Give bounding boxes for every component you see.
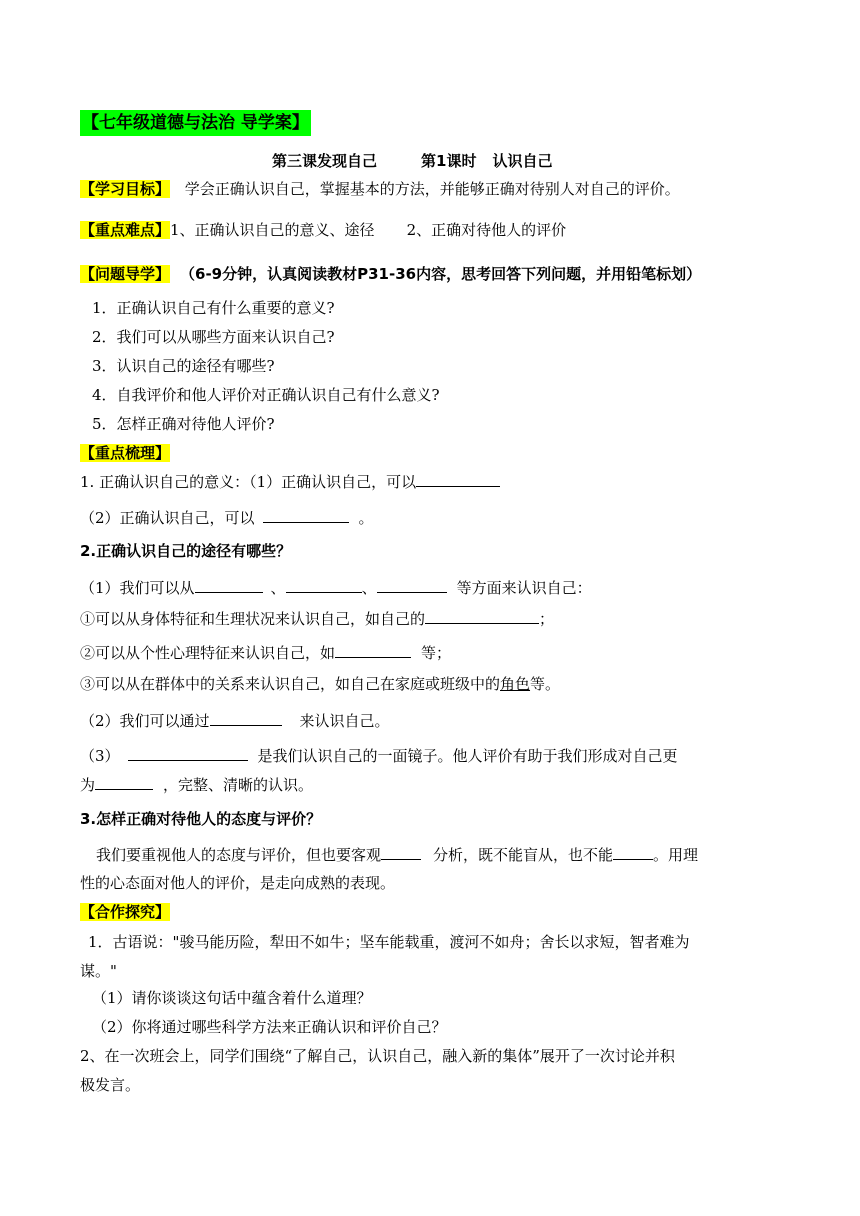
answer-blank[interactable]	[195, 576, 263, 593]
review-item-1a: 1. 正确认识自己的意义：（1）正确认识自己，可以	[80, 470, 500, 493]
review-item-3a: 我们要重视他人的态度与评价，但也要客观 分析，既不能盲从，也不能 。用理	[96, 843, 698, 866]
review-item-2-c2: ②可以从个性心理特征来认识自己，如 等；	[80, 641, 451, 664]
key-points: 【重点难点】1、正确认识自己的意义、途径 2、正确对待他人的评价	[80, 221, 567, 239]
guide-question-1: 1．正确认识自己有什么重要的意义?	[92, 299, 335, 317]
answer-blank[interactable]	[377, 576, 447, 593]
review-item-2-1: （1）我们可以从 、 、 等方面来认识自己：	[80, 576, 592, 599]
answer-blank[interactable]	[381, 843, 421, 860]
review-heading: 【重点梳理】	[80, 444, 171, 462]
coop-question-1-1: （1）请你谈谈这句话中蕴含着什么道理？	[92, 989, 372, 1007]
review-section-3-title: 3.怎样正确对待他人的态度与评价？	[80, 810, 322, 828]
learning-objectives: 【学习目标】 学会正确认识自己，掌握基本的方法，并能够正确对待别人对自己的评价。	[80, 180, 680, 198]
review-section-2-title: 2.正确认识自己的途径有哪些？	[80, 542, 292, 560]
review-item-2-3a: （3） 是我们认识自己的一面镜子。他人评价有助于我们形成对自己更	[80, 744, 678, 767]
answer-blank[interactable]	[425, 607, 539, 624]
coop-question-1b: 谋。"	[80, 962, 117, 980]
review-item-2-c3: ③可以从在群体中的关系来认识自己，如自己在家庭或班级中的角色等。	[80, 675, 561, 693]
review-item-1b: （2）正确认识自己，可以 。	[80, 506, 374, 529]
answer-blank[interactable]	[335, 641, 411, 658]
coop-question-2b: 极发言。	[80, 1076, 141, 1094]
answer-blank[interactable]	[416, 470, 500, 487]
answer-blank[interactable]	[128, 744, 248, 761]
review-item-3b: 性的心态面对他人的评价，是走向成熟的表现。	[80, 874, 396, 892]
guide-question-3: 3．认识自己的途径有哪些?	[92, 357, 275, 375]
review-item-2-2: （2）我们可以通过 来认识自己。	[80, 709, 390, 732]
document-title: 【七年级道德与法治 导学案】	[80, 112, 311, 134]
answer-blank[interactable]	[95, 773, 153, 790]
coop-question-1a: 1．古语说："骏马能历险，犁田不如牛；坚车能载重，渡河不如舟；舍长以求短，智者难为	[88, 933, 690, 951]
answer-blank[interactable]	[210, 709, 282, 726]
coop-heading: 【合作探究】	[80, 903, 171, 921]
review-item-2-3b: 为 ，完整、清晰的认识。	[80, 773, 313, 796]
review-item-2-c1: ①可以从身体特征和生理状况来认识自己，如自己的 ；	[80, 607, 554, 630]
guide-question-5: 5．怎样正确对待他人评价?	[92, 415, 275, 433]
answer-blank[interactable]	[263, 506, 349, 523]
coop-question-2a: 2、在一次班会上，同学们围绕“了解自己，认识自己，融入新的集体”展开了一次讨论并积	[80, 1047, 675, 1065]
guide-heading: 【问题导学】 （6-9分钟，认真阅读教材P31-36内容，思考回答下列问题，并用铅笔标划）	[80, 265, 702, 283]
guide-question-4: 4．自我评价和他人评价对正确认识自己有什么意义?	[92, 386, 440, 404]
lesson-heading: 第三课发现自己 第1课时 认识自己	[272, 152, 553, 170]
coop-question-1-2: （2）你将通过哪些科学方法来正确认识和评价自己？	[92, 1018, 447, 1036]
answer-blank[interactable]	[613, 843, 653, 860]
guide-question-2: 2．我们可以从哪些方面来认识自己?	[92, 328, 335, 346]
answer-blank[interactable]	[286, 576, 362, 593]
